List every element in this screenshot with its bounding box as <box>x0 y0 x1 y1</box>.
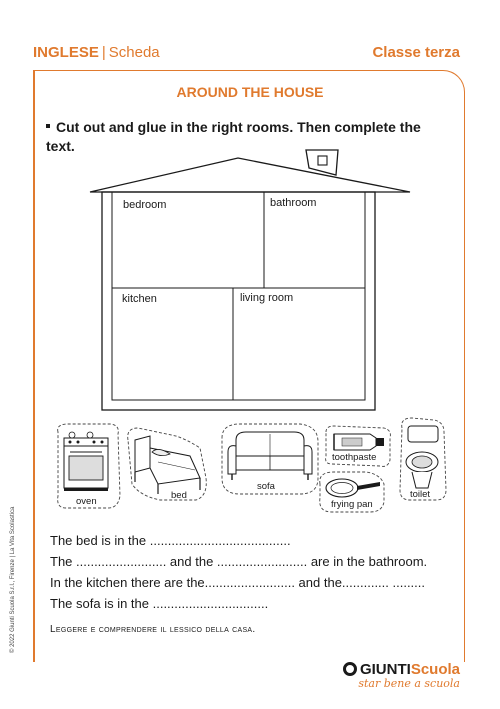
logo-brand-1: GIUNTI <box>359 661 411 678</box>
publisher-logo <box>343 661 460 690</box>
room-label-kitchen: kitchen <box>122 293 157 305</box>
header-separator: | <box>101 44 106 61</box>
instruction-text: Cut out and glue in the right rooms. Then complete the text. <box>46 119 421 154</box>
sentence-4[interactable]: The sofa is in the ................................ <box>50 596 269 611</box>
room-label-bathroom: bathroom <box>270 197 317 209</box>
chimney <box>306 150 338 175</box>
room-label-bedroom: bedroom <box>123 199 167 211</box>
item-label-toothpaste: toothpaste <box>332 452 377 463</box>
item-label-bed: bed <box>171 490 187 501</box>
logo-wordmark <box>343 661 460 678</box>
house-drawing <box>90 150 410 410</box>
logo-tagline: star bene a scuola <box>358 677 460 690</box>
sentence-2[interactable]: The ......................... and the ......................... are in the bathroom. <box>50 554 428 569</box>
sentence-1[interactable]: The bed is in the ....................................... <box>50 533 291 548</box>
sentence-3[interactable]: In the kitchen there are the......................... and the............. ......... <box>50 575 426 590</box>
giunti-logo-icon <box>343 662 357 676</box>
copyright-notice: © 2022 Giunti Scuola S.r.l., Firenze | La Vita Scolastica <box>10 506 16 653</box>
item-label-sofa: sofa <box>257 481 275 492</box>
fill-in-sentences <box>50 530 470 614</box>
item-label-oven: oven <box>76 496 97 507</box>
logo-brand-2: Scuola <box>410 661 460 678</box>
room-label-living-room: living room <box>240 292 294 304</box>
grade-label: Classe terza <box>372 44 460 61</box>
sheet-label: Scheda <box>108 44 160 61</box>
house-roof <box>90 158 410 192</box>
item-label-toilet: toilet <box>410 489 431 500</box>
worksheet-title: AROUND THE HOUSE <box>176 84 324 100</box>
subject-name: INGLESE <box>33 44 99 61</box>
item-label-frying-pan: frying pan <box>331 499 373 510</box>
learning-objective: Leggere e comprendere il lessico della casa. <box>50 624 256 635</box>
bed-cutout[interactable] <box>128 428 207 500</box>
toilet-cutout[interactable] <box>400 418 446 500</box>
